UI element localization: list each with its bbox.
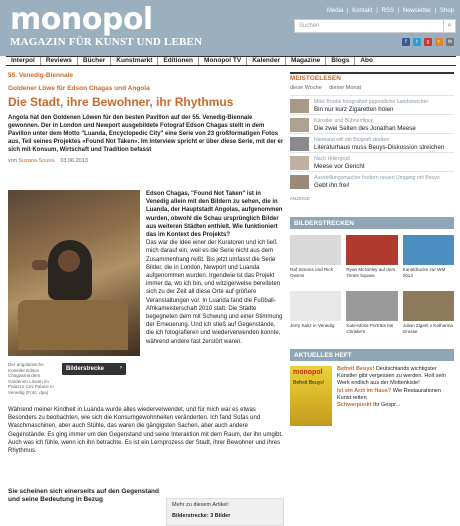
- teaser-bold[interactable]: Befreit Beuys!: [337, 366, 375, 372]
- email-icon[interactable]: ✉: [447, 39, 453, 45]
- gallery-caption: Raf Simons und Rick Owens: [290, 267, 333, 278]
- interview-question-2: Sie scheinen sich einerseits auf den Gegenstand und seine Bedeutung in Bezug: [8, 488, 159, 504]
- gallery-item[interactable]: [290, 291, 341, 343]
- thumbnail: [290, 156, 309, 170]
- list-item[interactable]: [290, 114, 454, 133]
- cover-subtitle: Befreit Beuys!: [293, 380, 325, 386]
- magazine-cover[interactable]: [290, 366, 332, 426]
- gallery-thumbnail: [346, 291, 397, 321]
- gallery-caption: Jerry Saltz in Venedig: [290, 323, 335, 328]
- chevron-right-icon: ›: [120, 365, 122, 371]
- gallery-thumbnail: [346, 235, 397, 265]
- aktuelles-heft: [290, 366, 454, 426]
- bilderstrecken-heading: BILDERSTRECKEN: [290, 217, 454, 229]
- toplink-newsletter[interactable]: Newsletter: [402, 8, 432, 14]
- article-body-column: [146, 190, 284, 346]
- nav-item-abo[interactable]: Abo: [360, 57, 373, 64]
- gallery-thumbnail: [290, 235, 341, 265]
- gallery-caption: Kate-Moss-Porträts bei Christie's: [346, 323, 394, 334]
- issue-teaser: [337, 366, 454, 426]
- gallery-thumbnail: [403, 291, 454, 321]
- tab-dieser-monat[interactable]: dieser Monat: [329, 85, 362, 91]
- interview-answer: Das war die Idee einer der Kuratoren und ich ließ mich darauf ein, weil es die Serie nicht aus dem Zusammenhang reißt. Bis jetzt umfasst die Serie Bilder, die in London, Newport und Luanda aufgenommen wurden. Irgendwie ist das Projekt immer da, wo ich bin, und witzigerweise bereiteten sich zu der Zeit all diese Orte auf größere Veranstaltungen vor. In Luanda fand die Fußball-Afrikameisterschaft 2010 statt. Die Städte begegneten dem mit Schwung und einer Stimmung der Erneuerung. Und ich stieß auf Gegenstände, die ich fotografieren und wiederverwenden konnte, während andere fast zerstört waren.: [146, 240, 283, 345]
- article-subkicker: Goldener Löwe für Edson Chagas und Angola: [8, 85, 150, 92]
- nav-item-blogs[interactable]: Blogs: [326, 57, 355, 65]
- separator: |: [346, 8, 349, 14]
- item-title[interactable]: Bin nur kurz Zigaretten holen: [314, 106, 394, 113]
- photo-caption: Der angolanische Künstler Edson Chagasmit dem Goldenen Löwen im Palazzo Cini Palace in Venedig (Foto: dpa): [8, 362, 54, 395]
- thumbnail: [290, 99, 309, 113]
- photo-face: [58, 250, 80, 272]
- search-icon: ⌕: [447, 22, 452, 29]
- item-category: Ausstellungsmacher fordern neuen Umgang mit Beuys: [314, 175, 440, 181]
- meistgelesen-tabs: [290, 85, 454, 91]
- thumbnail: [290, 137, 309, 151]
- teaser-bold-2[interactable]: Ist ein Arzt im Haus?: [337, 387, 392, 394]
- interview-question: Edson Chagas, "Found Not Taken" ist in Venedig allein mit den Bildern zu sehen, die in Luanda, der Hauptstadt Angolas, aufgenommen wurden, obwohl die Schau ursprünglich Bilder aus weiteren Städten enthielt. Wie funktioniert das im Kontext des Projekts?: [146, 191, 283, 239]
- bilderstrecke-label: Bilderstrecke: [66, 366, 105, 372]
- separator: |: [376, 8, 378, 14]
- facebook-icon[interactable]: f: [402, 38, 410, 46]
- article-lead: Angola hat den Goldenen Löwen für den besten Pavillon auf der 55. Venedig-Biennale gewonnen. Der in London und Newport ausgebildete Fotograf Edson Chagas stellt in dem Pavillon unter dem Motto "Luanda, Encyclopedic City" eine Serie von 23 großformatigen Fotos aus, Teil seines Projektes «Found Not Taken». Im Interview spricht er über diese Serie, mit der er sich mit Konsum, Wirtschaft und Tradition befasst: [8, 115, 284, 153]
- list-item[interactable]: [290, 95, 454, 114]
- ad-label: ANZEIGE: [290, 196, 310, 201]
- article-body-full: Während meiner Kindheit in Luanda wurde alles wiederverwendet, und für mich war es etwas Besonders zu beobachten, wie sich die Konsumgewohnheiten veränderten. Ich fand Sofas und Waschmaschinen, aber auch Stühle, das waren die gängigsten Sachen, aber auch andere Gegenstände. Es ging immer um den Gegenstand und seine Interaktion mit dem Raum, der ihn umgibt. Auch was ich fühle, wenn ich ihn betrachte. Es ist ein Lernprozess der Stadt, ihrer Bewohner und ihres Rhythmus.: [8, 407, 283, 455]
- author-link[interactable]: Suzana Sousa: [18, 158, 55, 164]
- teaser-text-2: Wie Restaurationen Kunst retten: [337, 387, 442, 401]
- byline-prefix: von: [8, 158, 17, 164]
- item-title[interactable]: Gebt ihn frei!: [314, 182, 350, 189]
- gallery-item[interactable]: [290, 235, 341, 287]
- rss-icon[interactable]: r: [435, 38, 443, 46]
- toplink-kontakt[interactable]: Kontakt: [352, 8, 373, 14]
- cover-title: monopol: [293, 369, 323, 376]
- item-category: Mike Brodie fotografiert jugendliche Landstreicher: [314, 99, 429, 105]
- teaser-text-3: Ihr Gespr...: [373, 402, 401, 409]
- bilderstrecken-grid: [290, 235, 454, 343]
- item-category: Nach Hitlergruß: [314, 156, 351, 162]
- list-item[interactable]: [290, 133, 454, 152]
- bilderstrecke-button[interactable]: [62, 363, 126, 375]
- thumbnail: [290, 118, 309, 132]
- gallery-item[interactable]: [403, 235, 454, 287]
- teaser-text: Deutschlands wichtigster Künstler gibt vergessen zu werden. Holt sein Werk endlich aus der Mottenkiste!: [337, 366, 446, 387]
- item-title[interactable]: Die zwei Seiten des Jonathan Meese: [314, 125, 416, 132]
- nav-item-monopol-tv[interactable]: Monopol TV: [199, 57, 247, 65]
- toplink-rss[interactable]: RSS: [381, 8, 394, 14]
- meistgelesen-heading: MEISTGELESEN: [290, 72, 454, 82]
- item-category: Künstler und Bühnenfigur: [314, 118, 373, 124]
- list-item[interactable]: [290, 171, 454, 190]
- article-kicker[interactable]: 55. Venedig-Biennale: [8, 72, 74, 79]
- related-box: [166, 498, 284, 526]
- aktuelles-heft-heading: AKTUELLES HEFT: [290, 349, 454, 361]
- gallery-thumbnail: [290, 291, 341, 321]
- main-nav: [6, 56, 456, 66]
- toplink-shop[interactable]: Shop: [439, 8, 454, 14]
- list-item[interactable]: [290, 152, 454, 171]
- photo-hand: [32, 260, 48, 270]
- teaser-bold-3[interactable]: Schwerpunkt: [337, 402, 372, 409]
- nav-item-buecher[interactable]: Bücher: [78, 57, 111, 65]
- gallery-caption: Kunstdrucke zur WM 2014: [402, 267, 446, 278]
- separator: |: [434, 8, 437, 14]
- separator: |: [397, 8, 400, 14]
- nav-item-kunstmarkt[interactable]: Kunstmarkt: [111, 57, 158, 65]
- tab-diese-woche[interactable]: diese Woche: [290, 85, 322, 91]
- nav-item-editionen[interactable]: Editionen: [158, 57, 199, 65]
- gallery-item[interactable]: [346, 235, 397, 287]
- nav-item-interpol[interactable]: Interpol: [6, 57, 41, 65]
- item-title[interactable]: Literaturhaus muss Beuys-Diskussion streichen: [314, 144, 445, 151]
- sidebar: [290, 72, 454, 426]
- gallery-caption: Ryan McGinley auf dem Times Square: [346, 267, 396, 278]
- related-link[interactable]: Bilderstrecke: 3 Bilder: [172, 513, 231, 519]
- related-box-title: Mehr zu diesem Artikel:: [172, 502, 230, 508]
- thumbnail: [290, 175, 309, 189]
- top-links: [325, 8, 454, 14]
- site-logo[interactable]: monopol: [10, 2, 153, 37]
- gallery-caption: Julian Zigerli x Katharina Grosse: [402, 323, 453, 334]
- article-header: [8, 72, 284, 164]
- nav-item-kalender[interactable]: Kalender: [247, 57, 286, 65]
- gallery-item[interactable]: [346, 291, 397, 343]
- article-byline: [8, 158, 284, 164]
- twitter-icon[interactable]: t: [413, 38, 421, 46]
- search-button[interactable]: [444, 19, 456, 33]
- item-title[interactable]: Meese vor Gericht: [314, 163, 365, 170]
- photo-chair: [18, 300, 128, 350]
- nav-item-reviews[interactable]: Reviews: [41, 57, 78, 65]
- item-category: Niemand will mit Biografi streiten: [314, 137, 390, 143]
- gallery-thumbnail: [403, 235, 454, 265]
- google-plus-icon[interactable]: g: [424, 38, 432, 46]
- article-date: 03.06.2013: [60, 158, 88, 164]
- site-tagline: MAGAZIN FÜR KUNST UND LEBEN: [10, 36, 203, 48]
- article-title: Die Stadt, ihre Bewohner, ihr Rhythmus: [8, 95, 234, 109]
- social-icons: [402, 38, 454, 46]
- article-photo[interactable]: [8, 190, 140, 356]
- toplink-media[interactable]: Media: [326, 8, 344, 14]
- search-input[interactable]: Suchen: [294, 19, 444, 33]
- nav-item-magazine[interactable]: Magazine: [286, 57, 326, 65]
- gallery-item[interactable]: [403, 291, 454, 343]
- site-header: [0, 0, 460, 56]
